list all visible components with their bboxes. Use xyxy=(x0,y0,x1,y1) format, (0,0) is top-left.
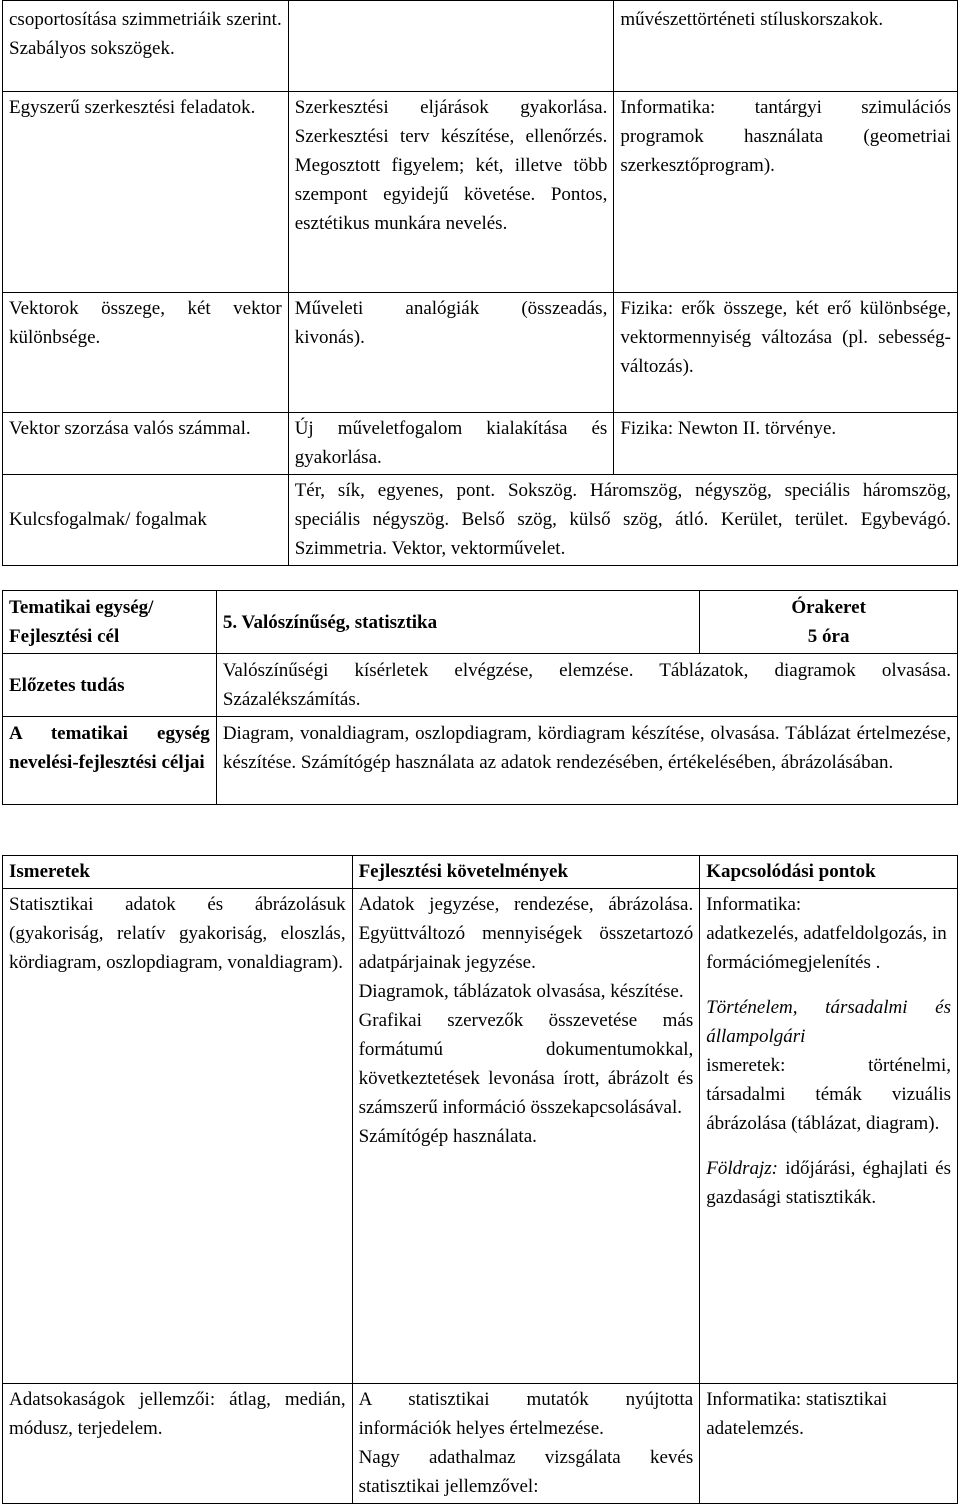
requirement-text: Nagy adathalmaz vizsgálata kevés statisztikai jellemzővel: xyxy=(358,1447,694,1497)
hours-value: 5 óra xyxy=(807,626,850,647)
table-row xyxy=(3,293,958,413)
table-cell: Vektorok összege, két vektor különbsége. xyxy=(3,293,289,413)
link-tortenelem-text: ismeretek: történelmi, társadalmi témák vizuális ábrázolása (táblázat, diagram). xyxy=(706,1055,951,1134)
curriculum-table-top xyxy=(2,0,958,566)
link-foldrajz-text: időjárási, éghajlati és gazdasági statisztikák. xyxy=(706,1158,951,1208)
goals-value: Diagram, vonaldiagram, oszlopdiagram, kördiagram készítése, olvasása. Táblázat értelmezése, készítése. Számítógép használata az adatok rendezésében, értékelésében, ábrázolásában. xyxy=(216,717,957,805)
link-informatika-label: Informatika: xyxy=(706,894,802,915)
header-fejlesztesi: Fejlesztési követelmények xyxy=(352,856,700,889)
fejlesztesi-cell xyxy=(352,889,700,1384)
topic-value: 5. Valószínűség, statisztika xyxy=(216,591,699,654)
table-row xyxy=(3,654,958,717)
table-row xyxy=(3,1,958,92)
table-cell: csoportosítása szimmetriáik szerint. Szabályos sokszögek. xyxy=(3,1,289,92)
requirement-text: Számítógép használata. xyxy=(358,1126,537,1147)
requirement-text: Grafikai szervezők összevetése más formátumú dokumentumokkal, következtetések levonása írott, ábrázolt és számszerű információ összekapcsolásával. xyxy=(358,1010,694,1118)
header-ismeretek: Ismeretek xyxy=(3,856,353,889)
link-tortenelem-label: Történelem, társadalmi és állampolgári xyxy=(706,997,951,1047)
prereq-label: Előzetes tudás xyxy=(3,654,217,717)
table-cell: Fizika: Newton II. törvénye. xyxy=(614,413,958,475)
table-cell: Szerkesztési eljárások gyakorlása. Szerkesztési terv készítése, ellenőrzés. Megosztott figyelem; két, illetve több szempont egyidejű követése. Pontos, esztétikus munkára nevelés. xyxy=(288,92,614,293)
goals-label: A tematikai egység nevelési-fejlesztési céljai xyxy=(3,717,217,805)
keywords-label: Kulcsfogalmak/ fogalmak xyxy=(3,475,289,566)
ismeretek-cell: Adatsokaságok jellemzői: átlag, medián, módusz, terjedelem. xyxy=(3,1384,353,1504)
kapcsolodasi-cell xyxy=(700,889,958,1384)
requirement-text: Diagramok, táblázatok olvasása, készítése. xyxy=(358,981,684,1002)
requirement-text: Adatok jegyzése, rendezése, ábrázolása. Együttváltozó mennyiségek összetartozó adatpárjainak jegyzése. xyxy=(358,894,694,973)
hours-cell xyxy=(700,591,958,654)
keywords-text: Tér, sík, egyenes, pont. Sokszög. Háromszög, négyszög, speciális háromszög, speciális négyszög. Belső szög, külső szög, átló. Kerület, terület. Egybevágó. Szimmetria. Vektor, vektorművelet. xyxy=(288,475,957,566)
link-foldrajz-label: Földrajz: xyxy=(706,1158,779,1179)
table-row xyxy=(3,475,958,566)
table-cell: művészettörténeti stíluskorszakok. xyxy=(614,1,958,92)
topic-label: Tematikai egység/ Fejlesztési cél xyxy=(3,591,217,654)
prereq-value: Valószínűségi kísérletek elvégzése, elemzése. Táblázatok, diagramok olvasása. Százalékszámítás. xyxy=(216,654,957,717)
ismeretek-cell: Statisztikai adatok és ábrázolásuk (gyakoriság, relatív gyakoriság, eloszlás, kördiagram, oszlopdiagram, vonaldiagram). xyxy=(3,889,353,1384)
table-cell: Új műveletfogalom kialakítása és gyakorlása. xyxy=(288,413,614,475)
table-cell: Fizika: erők összege, két erő különbsége, vektormennyiség változása (pl. sebesség-változás). xyxy=(614,293,958,413)
table-header-row xyxy=(3,856,958,889)
hours-label: Órakeret xyxy=(791,597,866,618)
kapcsolodasi-cell: Informatika: statisztikai adatelemzés. xyxy=(700,1384,958,1504)
fejlesztesi-cell xyxy=(352,1384,700,1504)
table-cell xyxy=(288,1,614,92)
table-row xyxy=(3,717,958,805)
table-cell: Informatika: tantárgyi szimulációs programok használata (geometriai szerkesztőprogram). xyxy=(614,92,958,293)
link-informatika-text: adatkezelés, adatfeldolgozás, információmegjelenítés . xyxy=(706,923,947,973)
table-cell: Egyszerű szerkesztési feladatok. xyxy=(3,92,289,293)
table-row xyxy=(3,591,958,654)
table-cell: Vektor szorzása valós számmal. xyxy=(3,413,289,475)
table-row xyxy=(3,92,958,293)
link-foldrajz xyxy=(706,1154,951,1212)
unit-table xyxy=(2,590,958,805)
table-row xyxy=(3,1384,958,1504)
table-row xyxy=(3,889,958,1384)
table-row xyxy=(3,413,958,475)
table-cell: Műveleti analógiák (összeadás, kivonás). xyxy=(288,293,614,413)
requirement-text: A statisztikai mutatók nyújtotta információk helyes értelmezése. xyxy=(358,1389,694,1439)
content-table xyxy=(2,855,958,1504)
header-kapcsolodasi: Kapcsolódási pontok xyxy=(700,856,958,889)
